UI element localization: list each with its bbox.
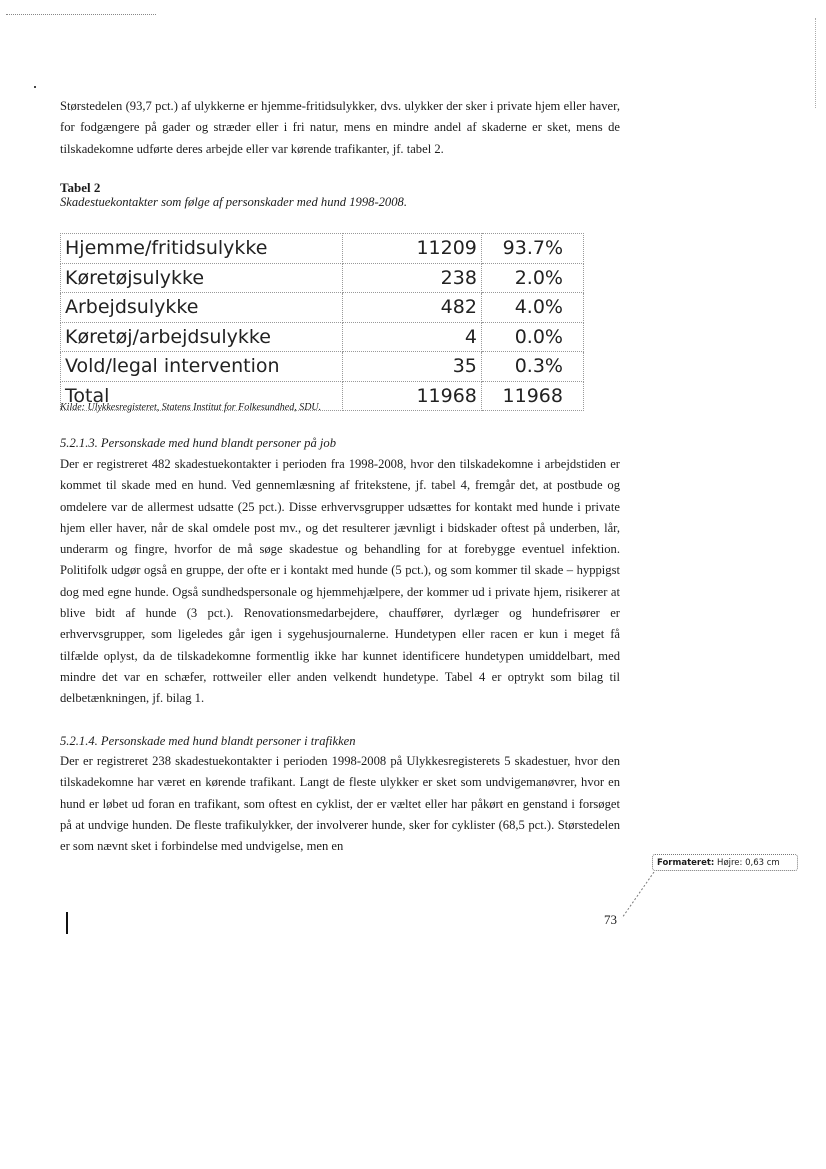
scan-edge-mark [815, 18, 816, 108]
page-number: 73 [604, 912, 617, 927]
intro-paragraph: Størstedelen (93,7 pct.) af ulykkerne er hjemme-fritidsulykker, dvs. ulykker der sker i private hjem eller haver, for fodgængere på gader og stræder eller i fri natur, mens en mindre andel af skaderne er sket, mens de tilskadekomne udførte deres arbejde eller var kørende trafikanter, jf. tabel 2. [60, 99, 620, 156]
row-count: 482 [342, 293, 481, 323]
row-percent: 0.0% [481, 322, 583, 352]
table-row [61, 234, 584, 264]
format-comment-text: Højre: 0,63 cm [717, 858, 780, 868]
scan-header-line [6, 14, 156, 15]
row-count: 4 [342, 322, 481, 352]
table-row [61, 293, 584, 323]
comment-leader-line [618, 872, 678, 922]
section-heading-job: 5.2.1.3. Personskade med hund blandt personer på job [60, 436, 336, 450]
section-body-job: Der er registreret 482 skadestuekontakter i perioden fra 1998-2008, hvor den tilskadekomne i arbejdstiden er kommet til skade med en hund. Ved gennemlæsning af fritekstene, jf. tabel 4, fremgår det, at postbude og omdelere var de allermest udsatte (25 pct.). Disse erhvervsgrupper udsættes for kontakt med hunde i private hjem eller haver, når de skal omdele post mv., og det resulterer jævnligt i bidskader oftest på underben, lår, underarm og fingre, hvorfor de må søge skadestue og behandling for at forebygge eventuel infektion. Politifolk udgør også en gruppe, der ofte er i kontakt med hunde (5 pct.), og som kommer til skade – hyppigst dog med egne hunde. Også sundhedspersonale og hjemmehjælpere, der kommer ud i private hjem, risikerer at blive bidt af hunde (3 pct.). Renovationsmedarbejdere, chauffører, dyrlæger og hundefrisører er erhvervsgrupper, som ligeledes går igen i sygehusjournalerne. Hundetypen eller racen er kun i meget få tilfælde oplyst, da de tilskadekomne formentlig ikke har kunnet identificere hundetypen umiddelbart, med mindre det var en schæfer, rottweiler eller anden velkendt hundetype. Tabel 4 er optrykt som bilag til delbetænkningen, jf. bilag 1. [60, 457, 620, 706]
section-body-traffic: Der er registreret 238 skadestuekontakter i perioden 1998-2008 på Ulykkesregisterets 5 skadestuer, hvor den tilskadekomne har været en kørende trafikant. Langt de fleste ulykker er sket som undvigemanøvrer, hvor en hund er løbet ud foran en trafikant, som oftest en cyklist, der er væltet eller har påkørt en genstand i forsøget på at undvige hunden. De fleste trafikulykker, der involverer hunde, sker for cyklister (68,5 pct.). Størstedelen er som nævnt sket i forbindelse med undvigelse, men en [60, 754, 620, 854]
row-percent: 2.0% [481, 263, 583, 293]
scan-mark [34, 86, 36, 88]
row-percent: 93.7% [481, 234, 583, 264]
row-count: 35 [342, 352, 481, 382]
row-count: 11209 [342, 234, 481, 264]
table-row [61, 352, 584, 382]
row-percent: 11968 [481, 381, 583, 411]
row-label: Hjemme/fritidsulykke [61, 234, 343, 264]
row-label: Arbejdsulykke [61, 293, 343, 323]
row-label: Total [61, 381, 343, 411]
row-count: 11968 [342, 381, 481, 411]
table-caption: Skadestuekontakter som følge af personskader med hund 1998-2008. [60, 195, 407, 209]
row-count: 238 [342, 263, 481, 293]
format-comment-balloon[interactable] [652, 854, 798, 871]
row-label: Køretøj/arbejdsulykke [61, 322, 343, 352]
format-comment-label: Formateret: [657, 858, 715, 868]
row-percent: 0.3% [481, 352, 583, 382]
section-heading-traffic: 5.2.1.4. Personskade med hund blandt personer i trafikken [60, 734, 356, 748]
table-row [61, 263, 584, 293]
table-number: Tabel 2 [60, 180, 101, 195]
injury-table [60, 233, 584, 411]
row-percent: 4.0% [481, 293, 583, 323]
table-row [61, 322, 584, 352]
row-label: Vold/legal intervention [61, 352, 343, 382]
row-label: Køretøjsulykke [61, 263, 343, 293]
change-bar [66, 912, 68, 934]
table-source: Kilde: Ulykkesregisteret, Statens Institut for Folkesundhed, SDU. [60, 402, 322, 413]
